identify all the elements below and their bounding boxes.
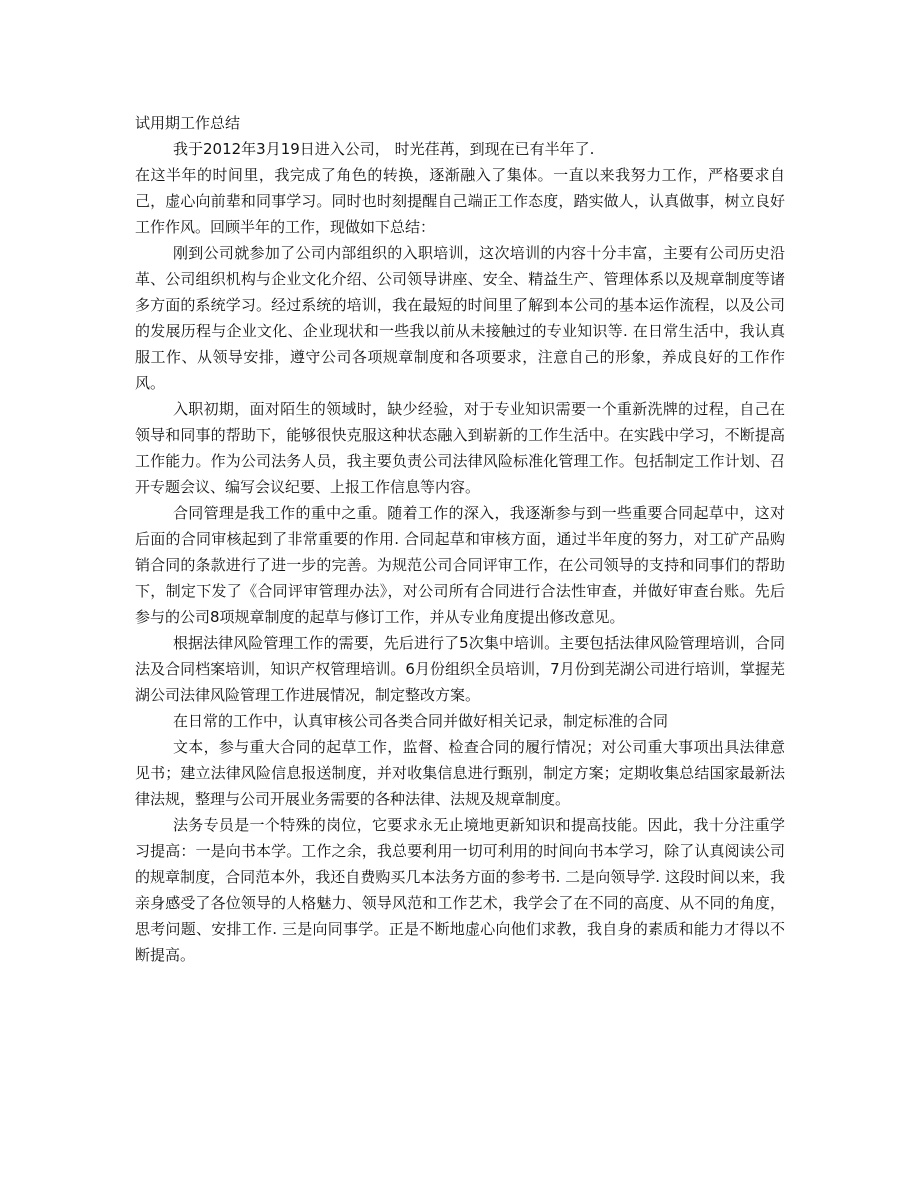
paragraph-early-period: 入职初期，面对陌生的领域时，缺少经验，对于专业知识需要一个重新洗牌的过程，自己在领导和同事的帮助下，能够很快克服这种状态融入到崭新的工作生活中。在实践中学习，不断提高工作能力。作为公司法务人员，我主要负责公司法律风险标准化管理工作。包括制定工作计划、召开专题会议、编写会议纪要、上报工作信息等内容。	[135, 400, 785, 496]
paragraph-onboarding-training: 刚到公司就参加了公司内部组织的入职培训，这次培训的内容十分丰富，主要有公司历史沿革、公司组织机构与企业文化介绍、公司领导讲座、安全、精益生产、管理体系以及规章制度等诸多方面的系统学习。经过系统的培训，我在最短的时间里了解到本公司的基本运作流程，以及公司的发展历程与企业文化、企业现状和一些我以前从未接触过的专业知识等. 在日常生活中，我认真服工作、从领导安排，遵守公司各项规章制度和各项要求，注意自己的形象，养成良好的工作作风。	[135, 244, 785, 392]
paragraph-contract-text: 文本，参与重大合同的起草工作，监督、检查合同的履行情况；对公司重大事项出具法律意见书；建立法律风险信息报送制度，并对收集信息进行甄别，制定方案；定期收集总结国家最新法律法规，整理与公司开展业务需要的各种法律、法规及规章制度。	[135, 738, 785, 808]
paragraph-learning: 法务专员是一个特殊的岗位，它要求永无止境地更新知识和提高技能。因此，我十分注重学习提高：一是向书本学。工作之余，我总要利用一切可利用的时间向书本学习，除了认真阅读公司的规章制度，合同范本外，我还自费购买几本法务方面的参考书. 二是向领导学. 这段时间以来，我亲身感受了各位领导的人格魅力、领导风范和工作艺术，我学会了在不同的高度、从不同的角度，思考问题、安排工作. 三是向同事学。正是不断地虚心向他们求教，我自身的素质和能力才得以不断提高。	[135, 816, 785, 964]
paragraph-legal-risk-training: 根据法律风险管理工作的需要，先后进行了5次集中培训。主要包括法律风险管理培训，合同法及合同档案培训，知识产权管理培训。6月份组织全员培训，7月份到芜湖公司进行培训，掌握芜湖公司法律风险管理工作进展情况，制定整改方案。	[135, 634, 785, 704]
document-page	[135, 110, 785, 968]
paragraph-daily-work: 在日常的工作中，认真审核公司各类合同并做好相关记录，制定标准的合同	[173, 712, 669, 730]
paragraph-start-date: 我于2012年3月19日进入公司， 时光荏苒，到现在已有半年了.	[173, 140, 595, 158]
paragraph-contract-management: 合同管理是我工作的重中之重。随着工作的深入，我逐渐参与到一些重要合同起草中，这对后面的合同审核起到了非常重要的作用. 合同起草和审核方面，通过半年度的努力，对工矿产品购销合同的条款进行了进一步的完善。为规范公司合同评审工作，在公司领导的支持和同事们的帮助下，制定下发了《合同评审管理办法》，对公司所有合同进行合法性审查，并做好审查台账。先后参与的公司8项规章制度的起草与修订工作，并从专业角度提出修改意见。	[135, 504, 785, 626]
document-title: 试用期工作总结	[135, 114, 241, 132]
paragraph-intro: 在这半年的时间里，我完成了角色的转换，逐渐融入了集体。一直以来我努力工作，严格要求自己，虚心向前辈和同事学习。同时也时刻提醒自己端正工作态度，踏实做人，认真做事，树立良好工作作风。回顾半年的工作，现做如下总结：	[135, 166, 785, 236]
